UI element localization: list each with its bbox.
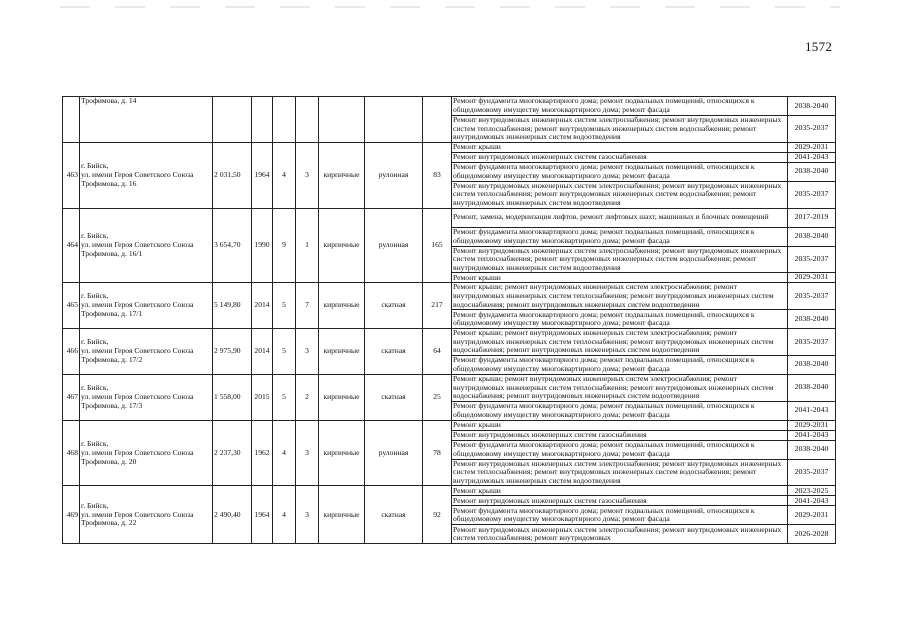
address-line: Трофимова, д. 17/3 <box>81 400 143 410</box>
work-type-cell: Ремонт фундамента многоквартирного дома; ремонт подвальных помещений, относящихся к общедомовому имуществу многоквартирного дома; ремонт фасада <box>452 401 788 420</box>
work-period-cell: 2038-2040 <box>788 355 836 374</box>
work-type-cell: Ремонт внутридомовых инженерных систем газоснабжения <box>452 496 788 506</box>
address-line: г. Бийск, <box>81 438 109 448</box>
work-period-cell: 2035-2037 <box>788 181 836 208</box>
empty-cell <box>423 97 452 143</box>
work-period-cell: 2035-2037 <box>788 283 836 310</box>
address-line: г. Бийск, <box>81 160 109 170</box>
work-period-cell: 2035-2037 <box>788 329 836 356</box>
build-year-cell: 2014 <box>252 283 273 329</box>
roof-type-cell: скатная <box>365 329 423 375</box>
wall-material-cell: кирпичные <box>319 329 365 375</box>
work-type-cell: Ремонт внутридомовых инженерных систем электроснабжения; ремонт внутридомовых инженерных систем теплоснабжения; ремонт внутридомовых инженерных систем водоснабжения; ремонт внутридомовых инженерных систем водоотведения <box>452 459 788 486</box>
address-line: ул. имени Героя Советского Союза <box>81 240 194 249</box>
work-type-cell: Ремонт внутридомовых инженерных систем электроснабжения; ремонт внутридомовых инженерных систем теплоснабжения; ремонт внутридомовых инженерных систем водоснабжения; ремонт внутридомовых инженерных систем водоотведения <box>452 246 788 273</box>
building-address-cell <box>80 374 213 420</box>
work-period-cell: 2038-2040 <box>788 440 836 459</box>
scan-edge-artifact <box>60 6 840 8</box>
residents-cell: 64 <box>423 329 452 375</box>
building-number-cell: 466 <box>63 329 80 375</box>
work-type-cell: Ремонт крыши <box>452 420 788 430</box>
address-line: г. Бийск, <box>81 382 109 392</box>
address-line: ул. имени Героя Советского Союза <box>81 447 194 457</box>
address-line: Трофимова, д. 16 <box>81 178 137 188</box>
work-type-cell: Ремонт крыши <box>452 486 788 496</box>
work-type-cell: Ремонт фундамента многоквартирного дома; ремонт подвальных помещений, относящихся к общедомовому имуществу многоквартирного дома; ремонт фасада <box>452 97 788 116</box>
address-line: г. Бийск, <box>81 291 109 301</box>
table-row <box>63 420 836 430</box>
entrances-cell: 2 <box>296 374 319 420</box>
address-line: Трофимова, д. 22 <box>81 518 137 528</box>
wall-material-cell: кирпичные <box>319 486 365 544</box>
area-cell: 2 490,40 <box>213 486 252 544</box>
work-period-cell: 2026-2028 <box>788 525 836 544</box>
work-type-cell: Ремонт внутридомовых инженерных систем электроснабжения; ремонт внутридомовых инженерных систем теплоснабжения; ремонт внутридомовых инженерных систем водоснабжения; ремонт внутридомовых инженерных систем водоотведения <box>452 116 788 143</box>
work-type-cell: Ремонт крыши; ремонт внутридомовых инженерных систем электроснабжения; ремонт внутридомовых инженерных систем теплоснабжения; ремонт внутридомовых инженерных систем водоснабжения; ремонт внутридомовых инженерных систем водоотведения <box>452 329 788 356</box>
building-number-cell: 465 <box>63 283 80 329</box>
address-line: ул. имени Героя Советского Союза <box>81 509 194 519</box>
floors-cell: 5 <box>273 329 296 375</box>
work-period-cell: 2017-2019 <box>788 208 836 227</box>
floors-cell: 5 <box>273 374 296 420</box>
work-type-cell: Ремонт фундамента многоквартирного дома; ремонт подвальных помещений, относящихся к общедомовому имуществу многоквартирного дома; ремонт фасада <box>452 506 788 525</box>
page-number: 1572 <box>805 39 833 54</box>
build-year-cell: 1964 <box>252 142 273 208</box>
area-cell: 3 654,70 <box>213 208 252 283</box>
work-period-cell: 2029-2031 <box>788 273 836 283</box>
area-cell: 2 237,30 <box>213 420 252 486</box>
area-cell: 2 031,50 <box>213 142 252 208</box>
work-period-cell: 2038-2040 <box>788 310 836 329</box>
empty-cell <box>273 97 296 143</box>
work-type-cell: Ремонт фундамента многоквартирного дома; ремонт подвальных помещений, относящихся к общедомовому имуществу многоквартирного дома; ремонт фасада <box>452 440 788 459</box>
work-type-cell: Ремонт внутридомовых инженерных систем газоснабжения <box>452 152 788 162</box>
entrances-cell: 3 <box>296 420 319 486</box>
address-line: г. Бийск, <box>81 231 109 241</box>
wall-material-cell: кирпичные <box>319 374 365 420</box>
work-type-cell: Ремонт крыши <box>452 142 788 152</box>
empty-cell <box>365 97 423 143</box>
building-address-cell <box>80 97 213 143</box>
address-line: ул. имени Героя Советского Союза <box>81 169 194 179</box>
wall-material-cell: кирпичные <box>319 142 365 208</box>
floors-cell: 4 <box>273 486 296 544</box>
build-year-cell: 1964 <box>252 486 273 544</box>
table-row <box>63 486 836 496</box>
work-period-cell: 2029-2031 <box>788 420 836 430</box>
empty-cell <box>213 97 252 143</box>
work-period-cell: 2038-2040 <box>788 227 836 246</box>
work-type-cell: Ремонт фундамента многоквартирного дома; ремонт подвальных помещений, относящихся к общедомовому имуществу многоквартирного дома; ремонт фасада <box>452 162 788 181</box>
entrances-cell: 3 <box>296 142 319 208</box>
work-period-cell: 2041-2043 <box>788 430 836 440</box>
residents-cell: 217 <box>423 283 452 329</box>
work-period-cell: 2029-2031 <box>788 142 836 152</box>
build-year-cell: 1962 <box>252 420 273 486</box>
building-number-cell: 467 <box>63 374 80 420</box>
building-address-cell <box>80 420 213 486</box>
roof-type-cell: рулонная <box>365 208 423 283</box>
building-address-cell <box>80 329 213 375</box>
work-period-cell: 2041-2043 <box>788 401 836 420</box>
build-year-cell: 2014 <box>252 329 273 375</box>
work-type-cell: Ремонт фундамента многоквартирного дома; ремонт подвальных помещений, относящихся к общедомовому имуществу многоквартирного дома; ремонт фасада <box>452 227 788 246</box>
residents-cell: 165 <box>423 208 452 283</box>
residents-cell: 83 <box>423 142 452 208</box>
work-type-cell: Ремонт фундамента многоквартирного дома; ремонт подвальных помещений, относящихся к общедомовому имуществу многоквартирного дома; ремонт фасада <box>452 310 788 329</box>
address-line: г. Бийск, <box>81 500 109 510</box>
address-line: Трофимова, д. 16/1 <box>81 248 143 258</box>
entrances-cell: 3 <box>296 486 319 544</box>
roof-type-cell: рулонная <box>365 142 423 208</box>
building-address-cell <box>80 486 213 544</box>
residents-cell: 92 <box>423 486 452 544</box>
work-period-cell: 2038-2040 <box>788 374 836 401</box>
roof-type-cell: рулонная <box>365 420 423 486</box>
building-number-cell: 468 <box>63 420 80 486</box>
roof-type-cell: скатная <box>365 374 423 420</box>
table-row <box>63 208 836 227</box>
building-number-cell: 464 <box>63 208 80 283</box>
wall-material-cell: кирпичные <box>319 420 365 486</box>
empty-cell <box>252 97 273 143</box>
table-row <box>63 142 836 152</box>
work-period-cell: 2035-2037 <box>788 459 836 486</box>
building-address-cell <box>80 142 213 208</box>
area-cell: 1 558,00 <box>213 374 252 420</box>
residents-cell: 78 <box>423 420 452 486</box>
address-line: Трофимова, д. 17/1 <box>81 309 143 319</box>
building-number-cell <box>63 97 80 143</box>
work-period-cell: 2035-2037 <box>788 116 836 143</box>
work-type-cell: Ремонт крыши; ремонт внутридомовых инженерных систем электроснабжения; ремонт внутридомовых инженерных систем теплоснабжения; ремонт внутридомовых инженерных систем водоснабжения; ремонт внутридомовых инженерных систем водоотведения <box>452 283 788 310</box>
address-line: ул. имени Героя Советского Союза <box>81 300 194 310</box>
address-line: Трофимова, д. 20 <box>81 456 137 466</box>
work-period-cell: 2038-2040 <box>788 162 836 181</box>
build-year-cell: 2015 <box>252 374 273 420</box>
entrances-cell: 3 <box>296 329 319 375</box>
area-cell: 2 975,90 <box>213 329 252 375</box>
work-period-cell: 2035-2037 <box>788 246 836 273</box>
address-line: Трофимова, д. 17/2 <box>81 354 143 364</box>
address-line: ул. имени Героя Советского Союза <box>81 346 194 356</box>
address-line: Трофимова, д. 14 <box>81 96 137 105</box>
entrances-cell: 7 <box>296 283 319 329</box>
building-address-cell <box>80 283 213 329</box>
work-period-cell: 2041-2043 <box>788 496 836 506</box>
work-period-cell: 2038-2040 <box>788 97 836 116</box>
work-period-cell: 2029-2031 <box>788 506 836 525</box>
address-line: г. Бийск, <box>81 337 109 347</box>
empty-cell <box>319 97 365 143</box>
building-number-cell: 469 <box>63 486 80 544</box>
roof-type-cell: скатная <box>365 486 423 544</box>
table-row <box>63 329 836 356</box>
floors-cell: 4 <box>273 142 296 208</box>
entrances-cell: 1 <box>296 208 319 283</box>
address-line: ул. имени Героя Советского Союза <box>81 391 194 401</box>
building-number-cell: 463 <box>63 142 80 208</box>
area-cell: 5 149,80 <box>213 283 252 329</box>
building-address-cell <box>80 208 213 283</box>
wall-material-cell: кирпичные <box>319 208 365 283</box>
repair-program-table <box>62 96 836 544</box>
work-type-cell: Ремонт внутридомовых инженерных систем газоснабжения <box>452 430 788 440</box>
table-row <box>63 374 836 401</box>
floors-cell: 4 <box>273 420 296 486</box>
work-period-cell: 2041-2043 <box>788 152 836 162</box>
work-type-cell: Ремонт крыши; ремонт внутридомовых инженерных систем электроснабжения; ремонт внутридомовых инженерных систем теплоснабжения; ремонт внутридомовых инженерных систем водоснабжения; ремонт внутридомовых инженерных систем водоотведения <box>452 374 788 401</box>
work-period-cell: 2023-2025 <box>788 486 836 496</box>
work-type-cell: Ремонт крыши <box>452 273 788 283</box>
work-type-cell: Ремонт внутридомовых инженерных систем электроснабжения; ремонт внутридомовых инженерных систем теплоснабжения; ремонт внутридомовых инженерных систем водоснабжения; ремонт внутридомовых инженерных систем водоотведения <box>452 181 788 208</box>
work-type-cell: Ремонт внутридомовых инженерных систем электроснабжения; ремонт внутридомовых инженерных систем теплоснабжения; ремонт внутридомовых <box>452 525 788 544</box>
work-type-cell: Ремонт, замена, модернизация лифтов, ремонт лифтовых шахт, машинных и блочных помещений <box>452 208 788 227</box>
empty-cell <box>296 97 319 143</box>
residents-cell: 25 <box>423 374 452 420</box>
table-row <box>63 283 836 310</box>
roof-type-cell: скатная <box>365 283 423 329</box>
table-row <box>63 97 836 116</box>
work-type-cell: Ремонт фундамента многоквартирного дома; ремонт подвальных помещений, относящихся к общедомовому имуществу многоквартирного дома; ремонт фасада <box>452 355 788 374</box>
build-year-cell: 1990 <box>252 208 273 283</box>
wall-material-cell: кирпичные <box>319 283 365 329</box>
floors-cell: 5 <box>273 283 296 329</box>
floors-cell: 9 <box>273 208 296 283</box>
